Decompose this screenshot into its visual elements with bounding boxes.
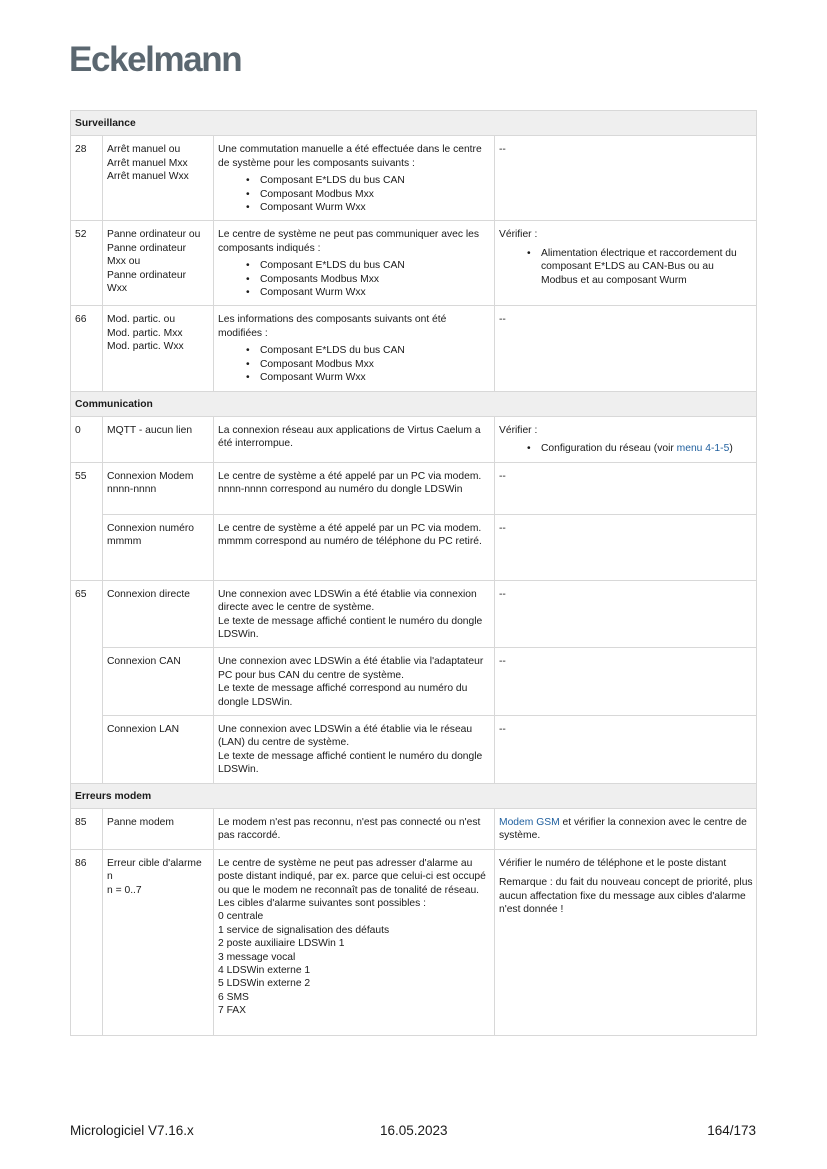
message-description: Le centre de système a été appelé par un PC via modem. nnnn-nnnn correspond au numéro du dongle LDSWin bbox=[214, 462, 495, 514]
message-name: Connexion CAN bbox=[103, 648, 214, 716]
message-description: Une connexion avec LDSWin a été établie via l'adaptateur PC pour bus CAN du centre de système. Le texte de message affiché correspond au numéro du dongle LDSWin. bbox=[214, 648, 495, 716]
message-remedy: Vérifier : • Alimentation électrique et raccordement du composant E*LDS au CAN-Bus ou au Modbus et au composant Wurm bbox=[495, 221, 757, 306]
message-description: Les informations des composants suivants ont été modifiées : • Composant E*LDS du bus CAN • Composant Modbus Mxx • Composant Wurm Wxx bbox=[214, 306, 495, 391]
footer-date: 16.05.2023 bbox=[380, 1123, 448, 1138]
table-row bbox=[71, 809, 757, 850]
message-name: Arrêt manuel ou Arrêt manuel Mxx Arrêt manuel Wxx bbox=[103, 136, 214, 221]
message-name: Erreur cible d'alarme n n = 0..7 bbox=[103, 849, 214, 1035]
section-title: Communication bbox=[71, 391, 757, 416]
modem-gsm-link[interactable]: Modem GSM bbox=[499, 817, 560, 828]
message-description: Le modem n'est pas reconnu, n'est pas connecté ou n'est pas raccordé. bbox=[214, 809, 495, 850]
table-row bbox=[71, 306, 757, 391]
component-list bbox=[218, 174, 491, 214]
message-number: 0 bbox=[71, 416, 103, 462]
message-number: 65 bbox=[71, 580, 103, 783]
message-name: Connexion numéro mmmm bbox=[103, 514, 214, 580]
message-table bbox=[70, 110, 757, 1036]
message-remedy: Modem GSM et vérifier la connexion avec le centre de système. bbox=[495, 809, 757, 850]
message-remedy: -- bbox=[495, 462, 757, 514]
table-row bbox=[71, 462, 757, 514]
footer-page-number: 164/173 bbox=[707, 1123, 756, 1138]
section-title: Erreurs modem bbox=[71, 783, 757, 808]
menu-link[interactable]: menu 4-1-5 bbox=[676, 443, 730, 455]
list-item: • Composant Modbus Mxx bbox=[260, 358, 491, 371]
table-row bbox=[71, 136, 757, 221]
message-description: Le centre de système a été appelé par un PC via modem. mmmm correspond au numéro de téléphone du PC retiré. bbox=[214, 514, 495, 580]
message-remedy: -- bbox=[495, 514, 757, 580]
message-remedy: Vérifier : • Configuration du réseau (voir menu 4-1-5) bbox=[495, 416, 757, 462]
remedy-list bbox=[499, 247, 753, 287]
list-item: • Configuration du réseau (voir menu 4-1-5) bbox=[541, 442, 753, 455]
table-row bbox=[71, 648, 757, 716]
table-row bbox=[71, 514, 757, 580]
message-name: Connexion LAN bbox=[103, 715, 214, 783]
list-item: • Alimentation électrique et raccordement du composant E*LDS au CAN-Bus ou au Modbus et au composant Wurm bbox=[541, 247, 753, 287]
message-name: MQTT - aucun lien bbox=[103, 416, 214, 462]
message-name: Panne modem bbox=[103, 809, 214, 850]
component-list bbox=[218, 259, 491, 299]
eckelmann-logo: Eckelmann bbox=[69, 40, 242, 79]
section-row-communication bbox=[71, 391, 757, 416]
table-row bbox=[71, 416, 757, 462]
message-remedy: -- bbox=[495, 580, 757, 648]
list-item: • Composant E*LDS du bus CAN bbox=[260, 174, 491, 187]
message-number: 55 bbox=[71, 462, 103, 580]
list-item: • Composants Modbus Mxx bbox=[260, 273, 491, 286]
section-row-erreurs-modem bbox=[71, 783, 757, 808]
list-item: • Composant E*LDS du bus CAN bbox=[260, 344, 491, 357]
footer-firmware: Micrologiciel V7.16.x bbox=[70, 1123, 194, 1138]
message-remedy: Vérifier le numéro de téléphone et le poste distant Remarque : du fait du nouveau concept de priorité, plus aucun affectation fixe du message aux cibles d'alarme n'est donnée ! bbox=[495, 849, 757, 1035]
message-name: Connexion Modem nnnn-nnnn bbox=[103, 462, 214, 514]
message-number: 85 bbox=[71, 809, 103, 850]
list-item: • Composant Wurm Wxx bbox=[260, 286, 491, 299]
table-row bbox=[71, 715, 757, 783]
remark-note: Remarque : du fait du nouveau concept de priorité, plus aucun affectation fixe du message aux cibles d'alarme n'est donnée ! bbox=[499, 877, 753, 916]
message-remedy: -- bbox=[495, 715, 757, 783]
table-row bbox=[71, 849, 757, 1035]
list-item: • Composant Wurm Wxx bbox=[260, 201, 491, 214]
message-description: Une connexion avec LDSWin a été établie via connexion directe avec le centre de système. Le texte de message affiché contient le numéro du dongle LDSWin. bbox=[214, 580, 495, 648]
message-name: Panne ordinateur ou Panne ordinateur Mxx ou Panne ordinateur Wxx bbox=[103, 221, 214, 306]
section-title: Surveillance bbox=[71, 111, 757, 136]
message-remedy: -- bbox=[495, 648, 757, 716]
message-number: 28 bbox=[71, 136, 103, 221]
component-list bbox=[218, 344, 491, 384]
message-description: Le centre de système ne peut pas adresser d'alarme au poste distant indiqué, par ex. parce que celui-ci est occupé ou que le modem ne reconnaît pas de tonalité de réseau. Les cibles d'alarme suivantes sont possibles : 0 centrale 1 service de signalisation des défauts 2 poste auxiliaire LDSWin 1 3 message vocal 4 LDSWin externe 1 5 LDSWin externe 2 6 SMS 7 FAX bbox=[214, 849, 495, 1035]
table-row bbox=[71, 221, 757, 306]
list-item: • Composant Wurm Wxx bbox=[260, 371, 491, 384]
message-description: Une commutation manuelle a été effectuée dans le centre de système pour les composants suivants : • Composant E*LDS du bus CAN • Composant Modbus Mxx • Composant Wurm Wxx bbox=[214, 136, 495, 221]
section-row-surveillance bbox=[71, 111, 757, 136]
message-number: 66 bbox=[71, 306, 103, 391]
remedy-list bbox=[499, 442, 753, 455]
message-description: La connexion réseau aux applications de Virtus Caelum a été interrompue. bbox=[214, 416, 495, 462]
message-remedy: -- bbox=[495, 136, 757, 221]
table-row bbox=[71, 580, 757, 648]
message-description: Le centre de système ne peut pas communiquer avec les composants indiqués : • Composant E*LDS du bus CAN • Composants Modbus Mxx • Composant Wurm Wxx bbox=[214, 221, 495, 306]
message-name: Mod. partic. ou Mod. partic. Mxx Mod. partic. Wxx bbox=[103, 306, 214, 391]
list-item: • Composant Modbus Mxx bbox=[260, 188, 491, 201]
message-remedy: -- bbox=[495, 306, 757, 391]
list-item: • Composant E*LDS du bus CAN bbox=[260, 259, 491, 272]
message-name: Connexion directe bbox=[103, 580, 214, 648]
message-number: 52 bbox=[71, 221, 103, 306]
message-number: 86 bbox=[71, 849, 103, 1035]
message-description: Une connexion avec LDSWin a été établie via le réseau (LAN) du centre de système. Le texte de message affiché contient le numéro du dongle LDSWin. bbox=[214, 715, 495, 783]
